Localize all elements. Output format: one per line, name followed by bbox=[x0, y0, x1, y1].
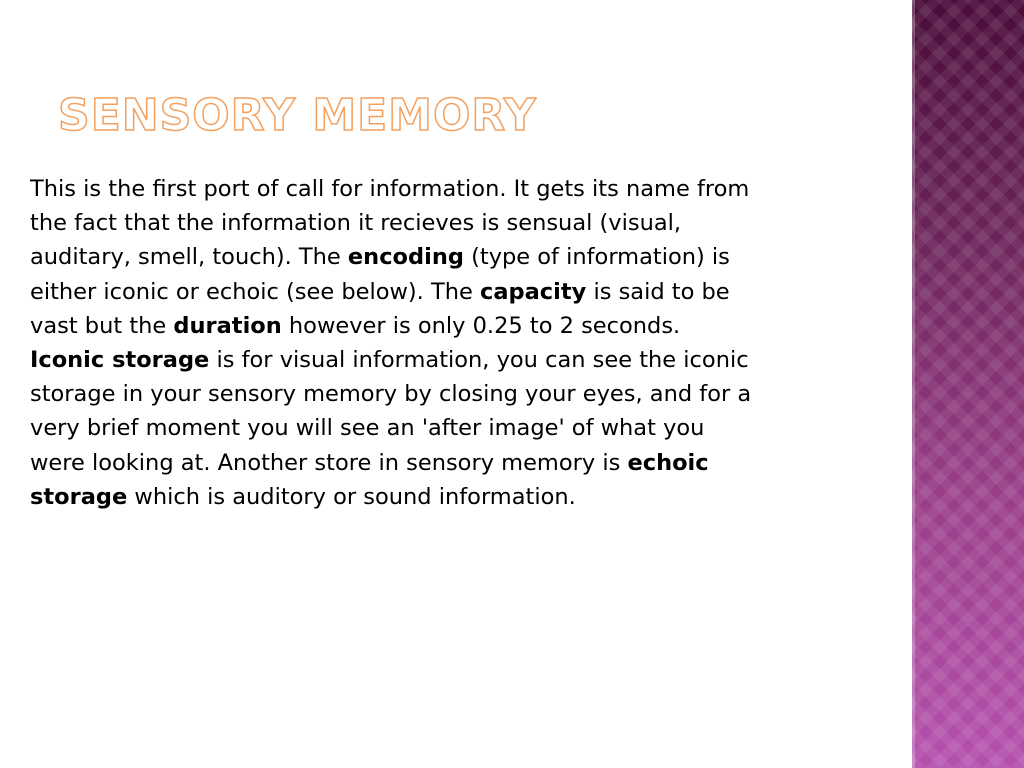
slide-body bbox=[30, 172, 760, 514]
term-iconic-storage: Iconic storage bbox=[30, 347, 210, 374]
text-segment: however is only 0.25 to 2 seconds. bbox=[281, 312, 681, 339]
text-segment: is said to be vast but the bbox=[30, 278, 730, 339]
decorative-side-panel bbox=[912, 0, 1024, 768]
paragraph-sensory-memory bbox=[30, 172, 760, 343]
text-segment: is for visual information, you can see the iconic storage in your sensory memory by closing your eyes, and for a very brief moment you will see an 'after image' of what you were looking at. Another store in sensory memory is bbox=[30, 347, 752, 476]
term-capacity: capacity bbox=[480, 278, 587, 305]
term-echoic-storage: echoic storage bbox=[30, 449, 709, 510]
paragraph-iconic-storage bbox=[30, 343, 760, 514]
text-segment: which is auditory or sound information. bbox=[127, 483, 576, 510]
text-segment: (type of information) is either iconic or echoic (see below). The bbox=[30, 244, 730, 305]
slide-title: SENSORY MEMORY bbox=[58, 90, 537, 141]
term-duration: duration bbox=[173, 312, 282, 339]
text-segment: This is the first port of call for information. It gets its name from the fact that the information it recieves is sensual (visual, auditary, smell, touch). The bbox=[30, 176, 750, 271]
term-encoding: encoding bbox=[347, 244, 464, 271]
